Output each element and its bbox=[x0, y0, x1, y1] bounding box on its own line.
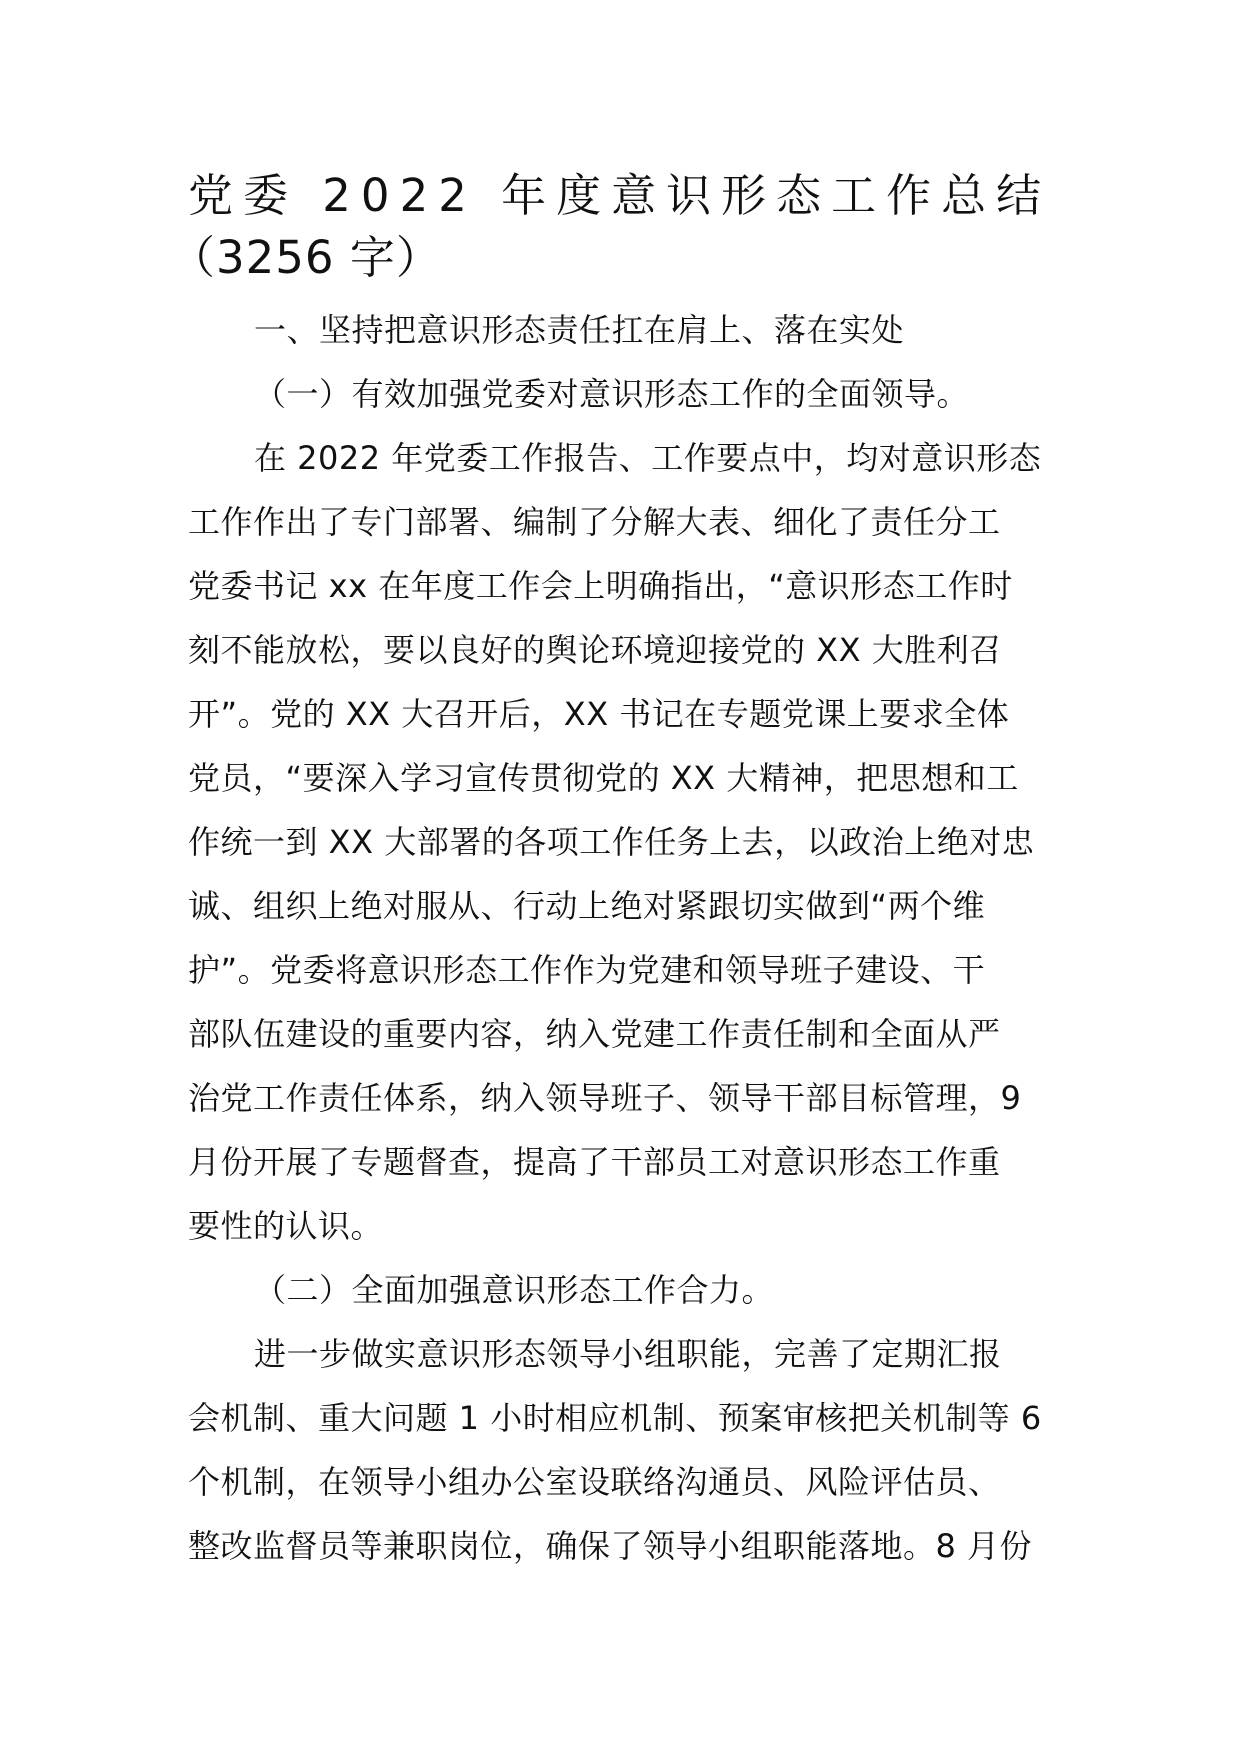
subsection-heading: （一）有效加强党委对意识形态工作的全面领导。 bbox=[254, 375, 970, 413]
paragraph-line: 开”。党的 XX 大召开后，XX 书记在专题党课上要求全体 bbox=[188, 695, 1010, 733]
document-title bbox=[170, 165, 1058, 289]
section-heading: 一、坚持把意识形态责任扛在肩上、落在实处 bbox=[254, 311, 905, 349]
paragraph-line: 治党工作责任体系，纳入领导班子、领导干部目标管理，9 bbox=[188, 1079, 1022, 1117]
paragraph-2 bbox=[188, 1322, 1058, 1578]
paragraph-line: 进一步做实意识形态领导小组职能，完善了定期汇报 bbox=[254, 1335, 1002, 1373]
paragraph-line: 诚、组织上绝对服从、行动上绝对紧跟切实做到“两个维 bbox=[188, 887, 986, 925]
paragraph-line: 月份开展了专题督查，提高了干部员工对意识形态工作重 bbox=[188, 1143, 1001, 1181]
paragraph-line: 部队伍建设的重要内容，纳入党建工作责任制和全面从严 bbox=[188, 1015, 1001, 1053]
paragraph-line: 作统一到 XX 大部署的各项工作任务上去，以政治上绝对忠 bbox=[188, 823, 1035, 861]
paragraph-line: 刻不能放松，要以良好的舆论环境迎接党的 XX 大胜利召 bbox=[188, 631, 1002, 669]
paragraph-1 bbox=[188, 426, 1058, 1258]
paragraph-line: 会机制、重大问题 1 小时相应机制、预案审核把关机制等 6 bbox=[188, 1399, 1042, 1437]
paragraph-line: 护”。党委将意识形态工作作为党建和领导班子建设、干 bbox=[188, 951, 986, 989]
paragraph-line: 工作作出了专门部署、编制了分解大表、细化了责任分工 bbox=[188, 503, 1001, 541]
paragraph-line: 整改监督员等兼职岗位，确保了领导小组职能落地。8 月份 bbox=[188, 1527, 1033, 1565]
document-body bbox=[188, 298, 1058, 1578]
paragraph-line: 要性的认识。 bbox=[188, 1207, 384, 1245]
paragraph-line: 在 2022 年党委工作报告、工作要点中，均对意识形态 bbox=[254, 439, 1042, 477]
paragraph-line: 个机制，在领导小组办公室设联络沟通员、风险评估员、 bbox=[188, 1463, 1001, 1501]
paragraph-line: 党委书记 xx 在年度工作会上明确指出，“意识形态工作时 bbox=[188, 567, 1013, 605]
document-title-line-1: 党委 2022 年度意识形态工作总结 bbox=[188, 169, 1052, 222]
document-title-line-2: （3256 字） bbox=[170, 231, 442, 284]
subsection-heading: （二）全面加强意识形态工作合力。 bbox=[254, 1271, 775, 1309]
paragraph-line: 党员，“要深入学习宣传贯彻党的 XX 大精神，把思想和工 bbox=[188, 759, 1019, 797]
